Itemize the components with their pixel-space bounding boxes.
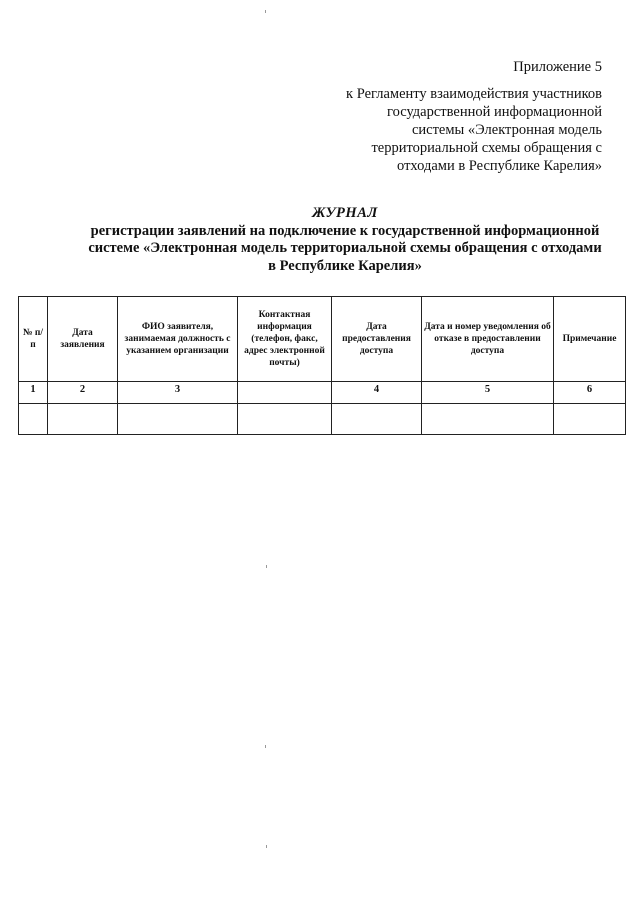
appendix-line: к Регламенту взаимодействия участников bbox=[346, 86, 602, 102]
column-number: 2 bbox=[48, 382, 118, 404]
column-number bbox=[238, 382, 332, 404]
column-header: Дата заявления bbox=[48, 297, 118, 382]
appendix-line: государственной информационной bbox=[387, 104, 602, 120]
table-cell bbox=[118, 404, 238, 435]
scan-speck bbox=[266, 565, 267, 568]
column-header: № п/п bbox=[19, 297, 48, 382]
document-subtitle-line: системе «Электронная модель территориальной схемы обращения с отходами bbox=[88, 240, 602, 256]
appendix-header bbox=[302, 58, 602, 175]
scan-speck bbox=[266, 845, 267, 848]
column-number: 6 bbox=[554, 382, 626, 404]
document-subtitle-line: регистрации заявлений на подключение к государственной информационной bbox=[90, 222, 600, 239]
column-number: 5 bbox=[422, 382, 554, 404]
table-header-row bbox=[19, 297, 626, 382]
column-header: ФИО заявителя, занимаемая должность с указанием организации bbox=[118, 297, 238, 382]
table-cell bbox=[19, 404, 48, 435]
column-header: Дата и номер уведомления об отказе в предоставлении доступа bbox=[422, 297, 554, 382]
column-header: Контактная информация (телефон, факс, адрес электронной почты) bbox=[238, 297, 332, 382]
table-cell bbox=[554, 404, 626, 435]
scan-speck bbox=[265, 745, 266, 748]
table-cell bbox=[238, 404, 332, 435]
document-title-block bbox=[60, 205, 630, 275]
document-subtitle-line: в Республике Карелия» bbox=[268, 257, 422, 274]
table-row bbox=[19, 404, 626, 435]
document-title: ЖУРНАЛ bbox=[312, 205, 378, 221]
column-number-row bbox=[19, 382, 626, 404]
scan-speck bbox=[265, 10, 266, 13]
table-cell bbox=[48, 404, 118, 435]
journal-table bbox=[18, 296, 626, 435]
appendix-number: Приложение 5 bbox=[513, 59, 602, 75]
column-number: 4 bbox=[332, 382, 422, 404]
column-header: Дата предоставления доступа bbox=[332, 297, 422, 382]
column-number: 3 bbox=[118, 382, 238, 404]
table-cell bbox=[422, 404, 554, 435]
appendix-line: системы «Электронная модель bbox=[411, 122, 602, 138]
column-number: 1 bbox=[19, 382, 48, 404]
table-cell bbox=[332, 404, 422, 435]
column-header: Примечание bbox=[554, 297, 626, 382]
appendix-line: отходами в Республике Карелия» bbox=[397, 158, 602, 174]
appendix-line: территориальной схемы обращения с bbox=[371, 140, 602, 156]
